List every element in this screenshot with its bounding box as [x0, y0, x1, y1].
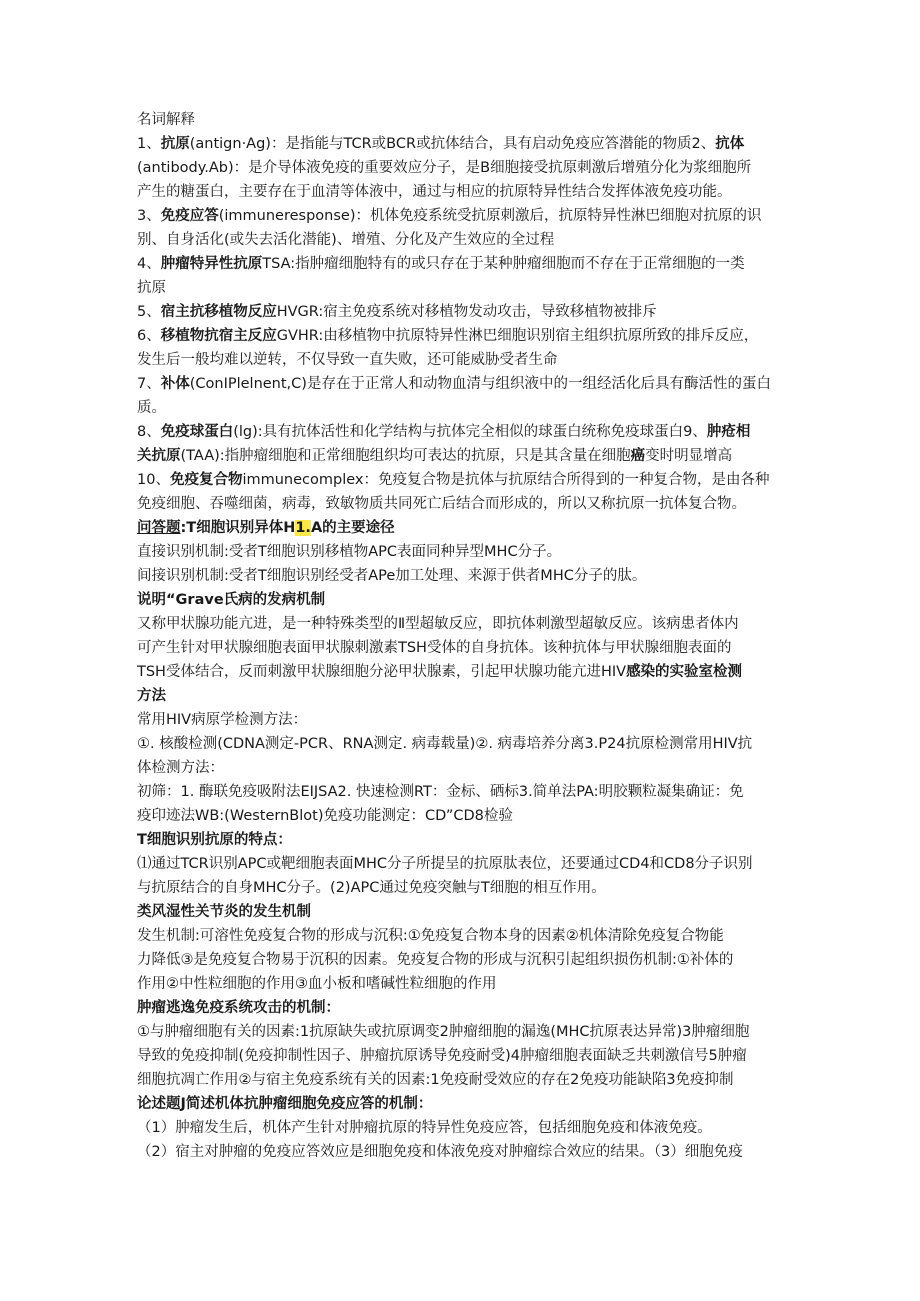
bold-text-segment: 移植物抗宿主反应: [160, 328, 277, 344]
text-line: [137, 732, 797, 756]
text-segment: 4、: [137, 256, 161, 272]
text-line: [137, 588, 797, 612]
text-line: [137, 804, 797, 828]
bold-text-segment: 肿瘤特异性抗原: [160, 256, 263, 272]
text-line: [137, 276, 797, 300]
bold-text-segment: 抗体: [715, 136, 745, 152]
text-line: [137, 348, 797, 372]
text-line: [137, 1092, 797, 1116]
document-body: [137, 132, 797, 1164]
text-segment: 初筛：1. 酶联免疫吸附法EIJSA2. 快速检测RT：金标、硒标3.简单法PA:明胶颗粒凝集确证：免: [137, 784, 744, 800]
text-segment: 导致的免疫抑制(免疫抑制性因子、肿瘤抗原诱导免疫耐受)4肿瘤细胞表面缺乏共刺激信号5肿瘤: [137, 1048, 747, 1064]
text-segment: 发生机制:可溶性免疫复合物的形成与沉积:①免疫复合物本身的因素②机体清除免疫复合物能: [137, 928, 724, 944]
text-segment: ①. 核酸检测(CDNA测定-PCR、RNA测定. 病毒载量)②. 病毒培养分离3.P24抗原检测常用HIV抗: [137, 736, 753, 752]
bold-text-segment: 类风湿性关节炎的发生机制: [137, 904, 311, 920]
bold-text-segment: 抗原: [160, 136, 190, 152]
text-line: [137, 996, 797, 1020]
bold-text-segment: 论述题J简述机体抗肿瘤细胞免疫应答的机制：: [137, 1096, 433, 1112]
text-line: [137, 396, 797, 420]
text-segment: 常用HIV病原学检测方法：: [137, 712, 308, 728]
bold-text-segment: 补体: [160, 376, 190, 392]
text-line: [137, 1116, 797, 1140]
text-line: [137, 636, 797, 660]
bold-text-segment: A的主要途径: [310, 520, 395, 536]
text-line: [137, 372, 797, 396]
bold-text-segment: 感染的实验室检测: [626, 664, 743, 680]
text-line: [137, 420, 797, 444]
text-line: [137, 468, 797, 492]
text-line: [137, 708, 797, 732]
document-page: [137, 108, 797, 1164]
text-segment: 可产生针对甲状腺细胞表面甲状腺刺激素TSH受体的自身抗体。该种抗体与甲状腺细胞表面的: [137, 640, 732, 656]
text-line: [137, 948, 797, 972]
text-segment: 10、: [137, 472, 170, 488]
text-segment: (antign·Ag)：是指能与TCR或BCR或抗体结合，具有启动免疫应答潜能的物质2、: [189, 136, 716, 152]
text-segment: TSH受体结合，反而刺激甲状腺细胞分泌甲状腺素，引起甲状腺功能亢进HIV: [137, 664, 627, 680]
bold-text-segment: 肿瘤逃逸免疫系统攻击的机制：: [137, 1000, 340, 1016]
text-line: [137, 516, 797, 540]
bold-text-segment: 问答题: [137, 520, 181, 536]
text-line: [137, 252, 797, 276]
text-segment: 8、: [137, 424, 161, 440]
text-segment: 免疫细胞、吞噬细菌，病毒，致敏物质共同死亡后结合而形成的，所以又称抗原一抗体复合物。: [137, 496, 746, 512]
text-line: [137, 444, 797, 468]
text-line: [137, 300, 797, 324]
text-segment: 6、: [137, 328, 161, 344]
text-line: [137, 660, 797, 684]
text-line: [137, 924, 797, 948]
text-line: [137, 1020, 797, 1044]
text-segment: 发生后一般均难以逆转，不仅导致一直失败，还可能威胁受者生命: [137, 352, 558, 368]
bold-text-segment: :T细胞识别异体H: [180, 520, 296, 536]
text-segment: 别、自身活化(或失去活化潜能)、增殖、分化及产生效应的全过程: [137, 232, 555, 248]
text-segment: HVGR:宿主免疫系统对移植物发动攻击，导致移植物被排斥: [276, 304, 657, 320]
text-line: [137, 1140, 797, 1164]
text-segment: TSA:指肿瘤细胞特有的或只存在于某种肿瘤细胞而不存在于正常细胞的一类: [262, 256, 745, 272]
text-line: [137, 780, 797, 804]
text-line: [137, 540, 797, 564]
text-line: [137, 180, 797, 204]
bold-text-segment: 肿疮相: [706, 424, 751, 440]
text-segment: 1、: [137, 136, 161, 152]
text-segment: 细胞抗凋亡作用②与宿主免疫系统有关的因素:1免疫耐受效应的存在2免疫功能缺陷3免疫抑制: [137, 1072, 734, 1088]
text-line: [137, 324, 797, 348]
bold-text-segment: T细胞识别抗原的特点：: [137, 832, 292, 848]
text-line: [137, 204, 797, 228]
text-line: [137, 156, 797, 180]
text-segment: 体检测方法：: [137, 760, 224, 776]
bold-text-segment: 方法: [137, 688, 166, 704]
section-heading: 名词解释: [137, 112, 195, 128]
text-line: [137, 756, 797, 780]
text-segment: （2）宿主对肿瘤的免疫应答效应是细胞免疫和体液免疫对肿瘤综合效应的结果。（3）细胞免疫: [137, 1144, 743, 1160]
text-segment: 3、: [137, 208, 161, 224]
text-line: [137, 564, 797, 588]
text-segment: GVHR:由移植物中抗原特异性淋巴细胞识别宿主组织抗原所致的排斥反应，: [276, 328, 759, 344]
text-segment: ①与肿瘤细胞有关的因素:1抗原缺失或抗原调变2肿瘤细胞的漏逸(MHC抗原表达异常)3肿瘤细胞: [137, 1024, 750, 1040]
text-line: [137, 852, 797, 876]
text-line: [137, 132, 797, 156]
text-segment: 7、: [137, 376, 161, 392]
bold-text-segment: 免疫应答: [160, 208, 219, 224]
text-line: [137, 228, 797, 252]
text-segment: 间接识别机制:受者T细胞识别经受者APe加工处理、来源于供者MHC分子的肽。: [137, 568, 647, 584]
text-segment: 又称甲状腺功能亢进，是一种特殊类型的Ⅱ型超敏反应，即抗体刺激型超敏反应。该病患者体内: [137, 616, 739, 632]
text-line: [137, 828, 797, 852]
text-line: [137, 900, 797, 924]
text-segment: 作用②中性粒细胞的作用③血小板和嗜碱性粒细胞的作用: [137, 976, 497, 992]
text-segment: ⑴通过TCR识别APC或靶细胞表面MHC分子所提呈的抗原肽表位，还要通过CD4和CD8分子识别: [137, 856, 753, 872]
text-segment: 与抗原结合的自身MHC分子。(2)APC通过免疫突触与T细胞的相互作用。: [137, 880, 606, 896]
text-segment: 力降低③是免疫复合物易于沉积的因素。免疫复合物的形成与沉积引起组织损伤机制:①补体的: [137, 952, 734, 968]
bold-text-segment: 宿主抗移植物反应: [160, 304, 277, 320]
bold-text-segment: 免疫复合物: [169, 472, 243, 488]
text-segment: immunecomplex：免疫复合物是抗体与抗原结合所得到的一种复合物，是由各种: [242, 472, 770, 488]
text-segment: (TAA):指肿瘤细胞和正常细胞组织均可表达的抗原，只是其含量在细胞: [180, 448, 631, 464]
text-segment: (immuneresponse)：机体免疫系统受抗原刺激后，抗原特异性淋巴细胞对抗原的识: [218, 208, 762, 224]
bold-text-segment: 癌: [630, 448, 646, 464]
text-segment: 抗原: [137, 280, 166, 296]
bold-text-segment: 说明“Grave氏病的发病机制: [137, 592, 326, 608]
text-segment: (antibody.Ab)：是介导体液免疫的重要效应分子，是B细胞接受抗原刺激后增殖分化为浆细胞所: [137, 160, 752, 176]
text-line: [137, 1044, 797, 1068]
text-line: [137, 1068, 797, 1092]
bold-text-segment: 免疫球蛋白: [160, 424, 234, 440]
text-line: [137, 492, 797, 516]
bold-text-segment: 1.: [295, 520, 311, 536]
text-line: [137, 612, 797, 636]
text-segment: 5、: [137, 304, 161, 320]
text-segment: (lg):具有抗体活性和化学结构与抗体完全相似的球蛋白统称免疫球蛋白9、: [233, 424, 707, 440]
text-line: [137, 684, 797, 708]
text-line: [137, 972, 797, 996]
text-segment: 疫印迹法WB:(WesternBlot)免疫功能测定：CD”CD8检验: [137, 808, 513, 824]
text-segment: 产生的糖蛋白，主要存在于血清等体液中，通过与相应的抗原特异性结合发挥体液免疫功能。: [137, 184, 732, 200]
text-segment: 变时明显增高: [645, 448, 733, 464]
text-segment: （1）肿瘤发生后，机体产生针对肿瘤抗原的特异性免疫应答，包括细胞免疫和体液免疫。: [137, 1120, 712, 1136]
text-line: [137, 876, 797, 900]
bold-text-segment: 关抗原: [137, 448, 181, 464]
text-segment: 直接识别机制:受者T细胞识别移植物APC表面同种异型MHC分子。: [137, 544, 562, 560]
text-segment: (ConIPlelnent,C)是存在于正常人和动物血清与组织液中的一组经活化后具有酶活性的蛋白: [189, 376, 771, 392]
text-segment: 质。: [137, 400, 166, 416]
